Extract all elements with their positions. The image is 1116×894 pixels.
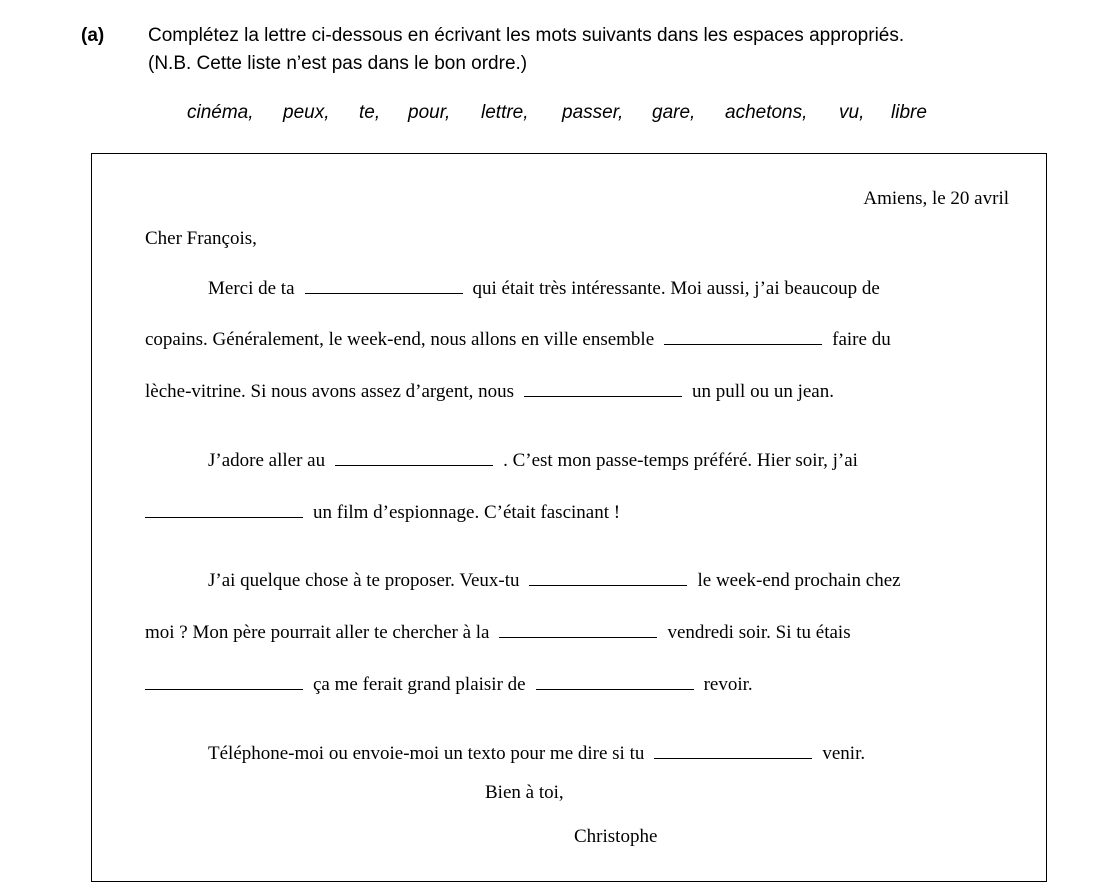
letter-text: lèche-vitrine. Si nous avons assez d’argent, nous (145, 381, 515, 402)
answer-blank[interactable] (529, 584, 687, 586)
answer-blank[interactable] (524, 395, 682, 397)
question-label: (a) (81, 25, 105, 46)
answer-blank[interactable] (536, 688, 694, 690)
letter-line (145, 502, 620, 524)
letter-line (145, 381, 834, 403)
letter-text: un pull ou un jean. (692, 381, 834, 402)
answer-blank[interactable] (305, 292, 463, 294)
letter-text: faire du (832, 329, 891, 350)
word-list-item: libre (891, 102, 927, 123)
answer-blank[interactable] (335, 464, 493, 466)
word-list-item: passer, (562, 102, 624, 123)
letter-place-date: Amiens, le 20 avril (863, 188, 1009, 209)
letter-text: Téléphone-moi ou envoie-moi un texto pour me dire si tu (208, 743, 645, 764)
letter-text: J’ai quelque chose à te proposer. Veux-tu (208, 570, 520, 591)
word-list-item: cinéma, (187, 102, 254, 123)
letter-line (208, 570, 901, 592)
word-list-item: peux, (283, 102, 330, 123)
answer-blank[interactable] (499, 636, 657, 638)
letter-line (208, 278, 880, 300)
letter-text: qui était très intéressante. Moi aussi, j’ai beaucoup de (472, 278, 880, 299)
word-list-item: lettre, (481, 102, 529, 123)
letter-text: J’adore aller au (208, 450, 326, 471)
letter-line (208, 450, 858, 472)
letter-greeting: Cher François, (145, 228, 257, 249)
letter-line (208, 743, 865, 765)
letter-line (145, 329, 891, 351)
word-list-item: pour, (408, 102, 451, 123)
letter-line (145, 622, 851, 644)
answer-blank[interactable] (654, 757, 812, 759)
word-list-item: vu, (839, 102, 865, 123)
letter-text: copains. Généralement, le week-end, nous allons en ville ensemble (145, 329, 655, 350)
letter-text: moi ? Mon père pourrait aller te chercher à la (145, 622, 490, 643)
letter-line (145, 674, 753, 696)
letter-signature: Christophe (574, 826, 658, 847)
letter-text: ça me ferait grand plaisir de (313, 674, 526, 695)
instruction-line-1: Complétez la lettre ci-dessous en écrivant les mots suivants dans les espaces appropriés. (148, 25, 905, 46)
instruction-line-2: (N.B. Cette liste n’est pas dans le bon ordre.) (148, 53, 528, 74)
answer-blank[interactable] (664, 343, 822, 345)
letter-closing: Bien à toi, (485, 782, 564, 803)
word-list-item: achetons, (725, 102, 808, 123)
word-list-item: gare, (652, 102, 696, 123)
letter-text: revoir. (703, 674, 753, 695)
word-list-item: te, (359, 102, 381, 123)
letter-text: venir. (822, 743, 866, 764)
letter-text: un film d’espionnage. C’était fascinant ! (313, 502, 621, 523)
letter-text: le week-end prochain chez (697, 570, 901, 591)
answer-blank[interactable] (145, 688, 303, 690)
letter-text: Merci de ta (208, 278, 295, 299)
letter-text: vendredi soir. Si tu étais (667, 622, 851, 643)
answer-blank[interactable] (145, 516, 303, 518)
letter-text: . C’est mon passe-temps préféré. Hier soir, j’ai (503, 450, 858, 471)
